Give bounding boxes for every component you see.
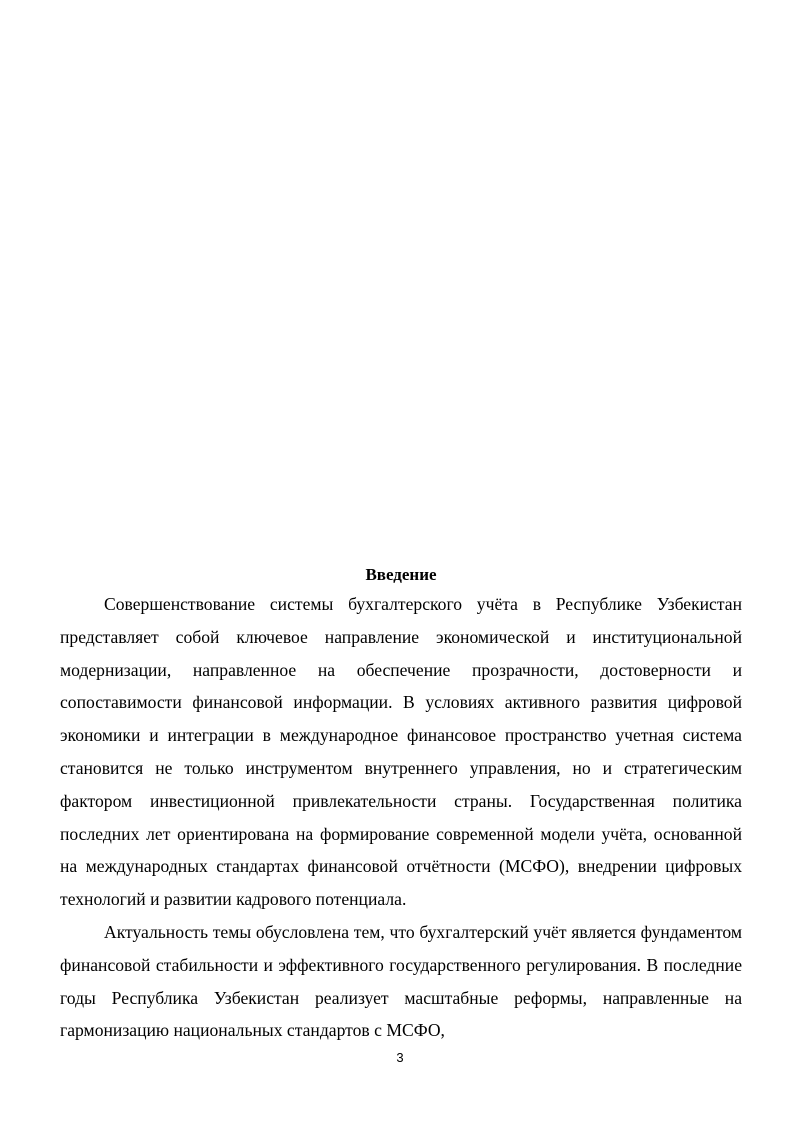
paragraph-2: Актуальность темы обусловлена тем, что бухгалтерский учёт является фундаментом финансовой стабильности и эффективного государственного регулирования. В последние годы Республика Узбекистан реализует масштабные реформы, направленные на гармонизацию национальных стандартов с МСФО,	[60, 921, 742, 1041]
paragraph-1: Совершенствование системы бухгалтерского учёта в Республике Узбекистан представляет собой ключевое направление экономической и институциональной модернизации, направленное на обеспечение прозрачности, достоверности и сопоставимости финансовой информации. В условиях активного развития цифровой экономики и интеграции в международное финансовое пространство учетная система становится не только инструментом внутреннего управления, но и стратегическим фактором инвестиционной привлекательности страны. Государственная политика последних лет ориентирована на формирование современной модели учёта, основанной на международных стандартах финансовой отчётности (МСФО), внедрении цифровых технологий и развитии кадрового потенциала.	[60, 594, 742, 910]
section-heading: Введение	[365, 565, 437, 584]
page-number: 3	[396, 1050, 404, 1065]
document-body	[60, 562, 742, 1047]
